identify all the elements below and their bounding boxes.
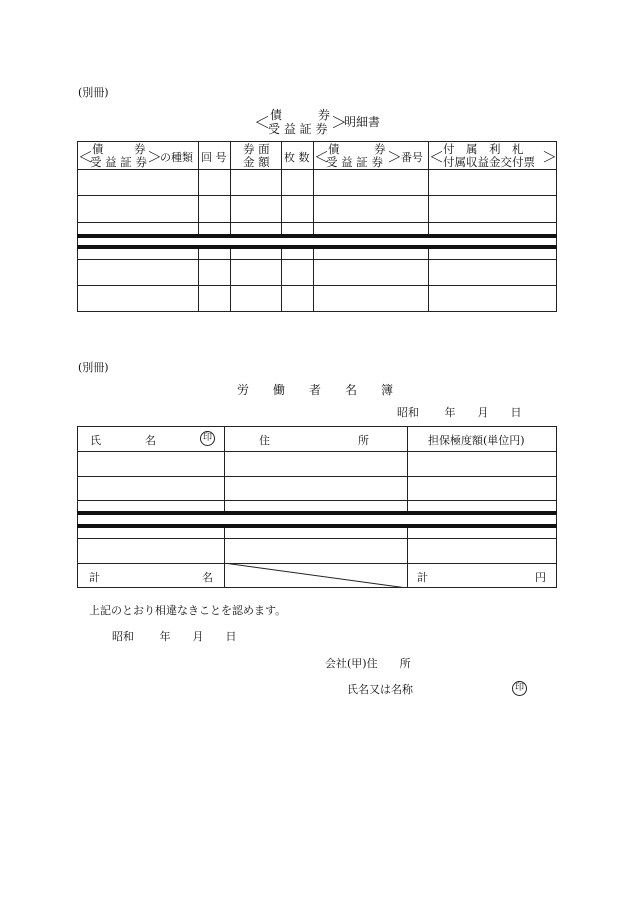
title-suffix: 明細書 xyxy=(344,115,381,129)
table-break-top xyxy=(77,234,557,238)
certification-date: 昭和 年 月 日 xyxy=(112,630,237,643)
header-limit: 担保極度額(単位円) xyxy=(428,434,525,447)
header-series: 回 号 xyxy=(201,151,227,164)
company-address-label: 会社(甲)住 所 xyxy=(325,657,411,670)
worker-table-break-bottom xyxy=(77,524,557,528)
header-name: 氏 名 xyxy=(90,434,156,447)
title-bracket-open: ＜ xyxy=(254,113,271,132)
total-limit-unit: 円 xyxy=(535,571,546,584)
seal-icon: 印 xyxy=(200,431,215,446)
title-line2: 受 益 証 券 xyxy=(268,122,328,136)
signer-name-label: 氏名又は名称 xyxy=(347,683,413,696)
table-break-bottom xyxy=(77,245,557,249)
title-line1-a: 債 xyxy=(270,108,283,122)
roster-date: 昭和 年 月 日 xyxy=(397,406,522,419)
header-address: 住 所 xyxy=(259,434,369,447)
total-persons-unit: 名 xyxy=(202,571,213,584)
total-limit-label: 計 xyxy=(417,571,428,584)
worker-table-break-top xyxy=(77,511,557,515)
seal-icon-signature: 印 xyxy=(512,681,527,696)
annex-label-1: (別冊) xyxy=(78,86,109,99)
title-line1-b: 券 xyxy=(318,108,331,122)
header-count: 枚 数 xyxy=(284,151,310,164)
certification-text: 上記のとおり相違なきことを認めます。 xyxy=(89,604,287,617)
worker-roster-title: 労 働 者 名 簿 xyxy=(237,383,394,397)
total-label: 計 xyxy=(89,571,100,584)
annex-label-2: (別冊) xyxy=(78,361,109,374)
total-address-slash xyxy=(224,563,407,588)
title-bracket-close: ＞ xyxy=(331,113,348,132)
